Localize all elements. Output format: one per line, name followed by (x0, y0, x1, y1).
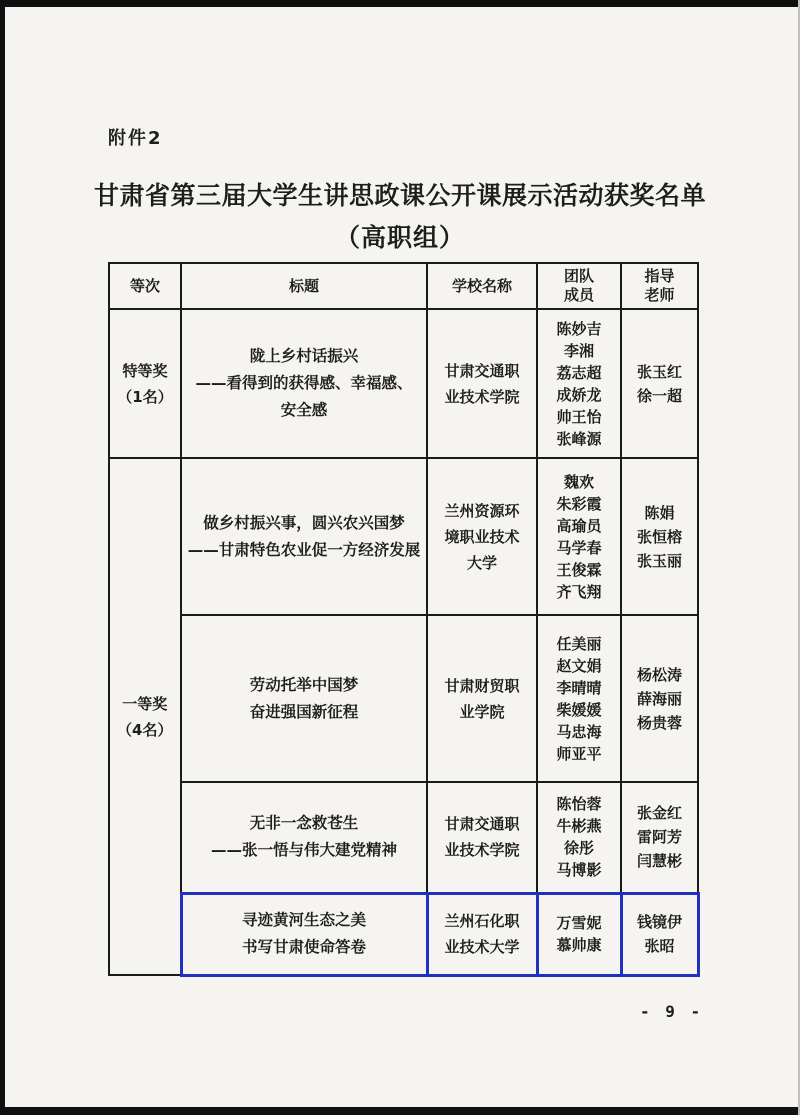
title-line: 书写甘肃使命答卷 (241, 938, 366, 956)
teacher-name: 杨贵蓉 (636, 713, 682, 732)
school-name-line: 甘肃交通职 (444, 815, 520, 834)
school-name-line: 境职业技术 (444, 527, 520, 546)
attachment-label: 附件2 (108, 128, 163, 149)
school-name-line: 业技术学院 (444, 387, 520, 406)
title-line: 做乡村振兴事，圆兴农兴国梦 (203, 513, 405, 532)
page-number: - 9 - (640, 1002, 704, 1021)
title-line: ——甘肃特色农业促一方经济发展 (187, 540, 421, 559)
school-cell (427, 615, 537, 782)
school-name-line: 甘肃交通职 (444, 361, 520, 380)
school-cell (427, 782, 537, 893)
table-row (109, 782, 698, 893)
member-name: 高瑜员 (556, 516, 602, 535)
teachers-cell (621, 458, 698, 615)
member-name: 慕帅康 (556, 936, 602, 954)
teacher-name: 张昭 (644, 937, 675, 955)
title-cell (181, 615, 427, 782)
members-cell (537, 615, 621, 782)
member-name: 马博影 (556, 861, 602, 880)
document-title: 甘肃省第三届大学生讲思政课公开课展示活动获奖名单 (93, 181, 706, 210)
table-header (109, 263, 698, 309)
member-name: 任美丽 (556, 634, 602, 653)
teacher-name: 杨松涛 (636, 665, 682, 684)
rank-line: 一等奖 (122, 694, 168, 713)
column-header-4 (621, 263, 698, 309)
column-header-1 (181, 263, 427, 309)
teacher-name: 雷阿芳 (636, 828, 682, 847)
title-line: ——张一悟与伟大建党精神 (210, 841, 397, 860)
column-header-line: 学校名称 (451, 276, 512, 295)
member-name: 荔志超 (556, 363, 602, 382)
title-cell (181, 782, 427, 893)
member-name: 师亚平 (556, 744, 602, 763)
member-name: 赵文娟 (556, 656, 602, 675)
member-name: 李湘 (563, 341, 594, 360)
member-name: 陈怡蓉 (556, 795, 602, 814)
table-row (109, 458, 698, 615)
members-cell (537, 782, 621, 893)
school-cell (427, 458, 537, 615)
member-name: 张峰源 (556, 429, 602, 448)
table-row (109, 309, 698, 458)
school-name-line: 兰州石化职 (444, 912, 520, 930)
members-cell (537, 893, 621, 975)
rank-line: 特等奖 (122, 361, 168, 380)
teachers-cell (621, 309, 698, 458)
column-header-line: 成员 (563, 286, 594, 304)
scan-edge-bottom (0, 1107, 800, 1115)
member-name: 马忠海 (556, 722, 602, 741)
column-header-line: 等次 (129, 276, 160, 295)
title-line: ——看得到的获得感、幸福感、 (195, 374, 413, 392)
title-cell (181, 458, 427, 615)
rank-line: （1名） (117, 387, 173, 406)
member-name: 李晴晴 (556, 678, 602, 697)
teacher-name: 张恒榕 (636, 527, 682, 546)
members-cell (537, 458, 621, 615)
school-cell (427, 309, 537, 458)
document-subtitle: （高职组） (334, 223, 465, 252)
scan-edge-top (0, 0, 800, 7)
column-header-0 (109, 263, 181, 309)
member-name: 陈妙吉 (556, 319, 602, 338)
teacher-name: 钱镜伊 (636, 913, 682, 931)
table-row (109, 615, 698, 782)
rank-line: （4名） (117, 720, 173, 739)
rank-cell (109, 458, 181, 975)
teacher-name: 张金红 (636, 804, 682, 823)
teacher-name: 闫慧彬 (636, 852, 682, 871)
members-cell (537, 309, 621, 458)
member-name: 万雪妮 (556, 914, 602, 932)
member-name: 朱彩霞 (556, 494, 602, 513)
teacher-name: 薛海丽 (636, 689, 682, 708)
member-name: 帅王怡 (556, 407, 602, 426)
table-row-highlighted (109, 893, 698, 975)
title-line: 奋进强国新征程 (249, 702, 359, 721)
member-name: 王俊霖 (556, 560, 602, 579)
teacher-name: 陈娟 (644, 503, 675, 522)
rank-cell (109, 309, 181, 458)
header-row (109, 263, 698, 309)
teacher-name: 徐一超 (636, 386, 682, 405)
school-name-line: 业技术大学 (444, 938, 520, 956)
member-name: 柴媛媛 (556, 700, 602, 719)
column-header-line: 标题 (288, 276, 319, 295)
title-cell (181, 893, 427, 975)
member-name: 魏欢 (563, 472, 594, 491)
school-name-line: 业学院 (459, 702, 505, 721)
teacher-name: 张玉丽 (636, 551, 682, 570)
title-line: 陇上乡村话振兴 (249, 347, 359, 365)
member-name: 牛彬燕 (556, 817, 602, 836)
member-name: 马学春 (556, 538, 602, 557)
title-line: 寻迹黄河生态之美 (241, 911, 366, 929)
member-name: 成娇龙 (556, 385, 602, 404)
scan-edge-left (0, 0, 5, 1115)
title-line: 安全感 (280, 401, 328, 419)
member-name: 齐飞翔 (556, 582, 602, 601)
school-name-line: 兰州资源环 (444, 501, 520, 520)
title-cell (181, 309, 427, 458)
member-name: 徐彤 (563, 839, 594, 858)
title-line: 无非一念救苍生 (249, 814, 359, 833)
teachers-cell (621, 615, 698, 782)
school-cell (427, 893, 537, 975)
teacher-name: 张玉红 (636, 362, 682, 381)
column-header-line: 指导 (644, 267, 675, 285)
column-header-2 (427, 263, 537, 309)
school-name-line: 甘肃财贸职 (444, 676, 520, 695)
school-name-line: 大学 (466, 553, 497, 572)
awards-table (108, 262, 700, 977)
title-line: 劳动托举中国梦 (249, 675, 359, 694)
table-body (109, 309, 698, 975)
school-name-line: 业技术学院 (444, 841, 520, 860)
column-header-3 (537, 263, 621, 309)
teachers-cell (621, 782, 698, 893)
column-header-line: 老师 (644, 286, 675, 304)
column-header-line: 团队 (563, 267, 594, 285)
teachers-cell (621, 893, 698, 975)
